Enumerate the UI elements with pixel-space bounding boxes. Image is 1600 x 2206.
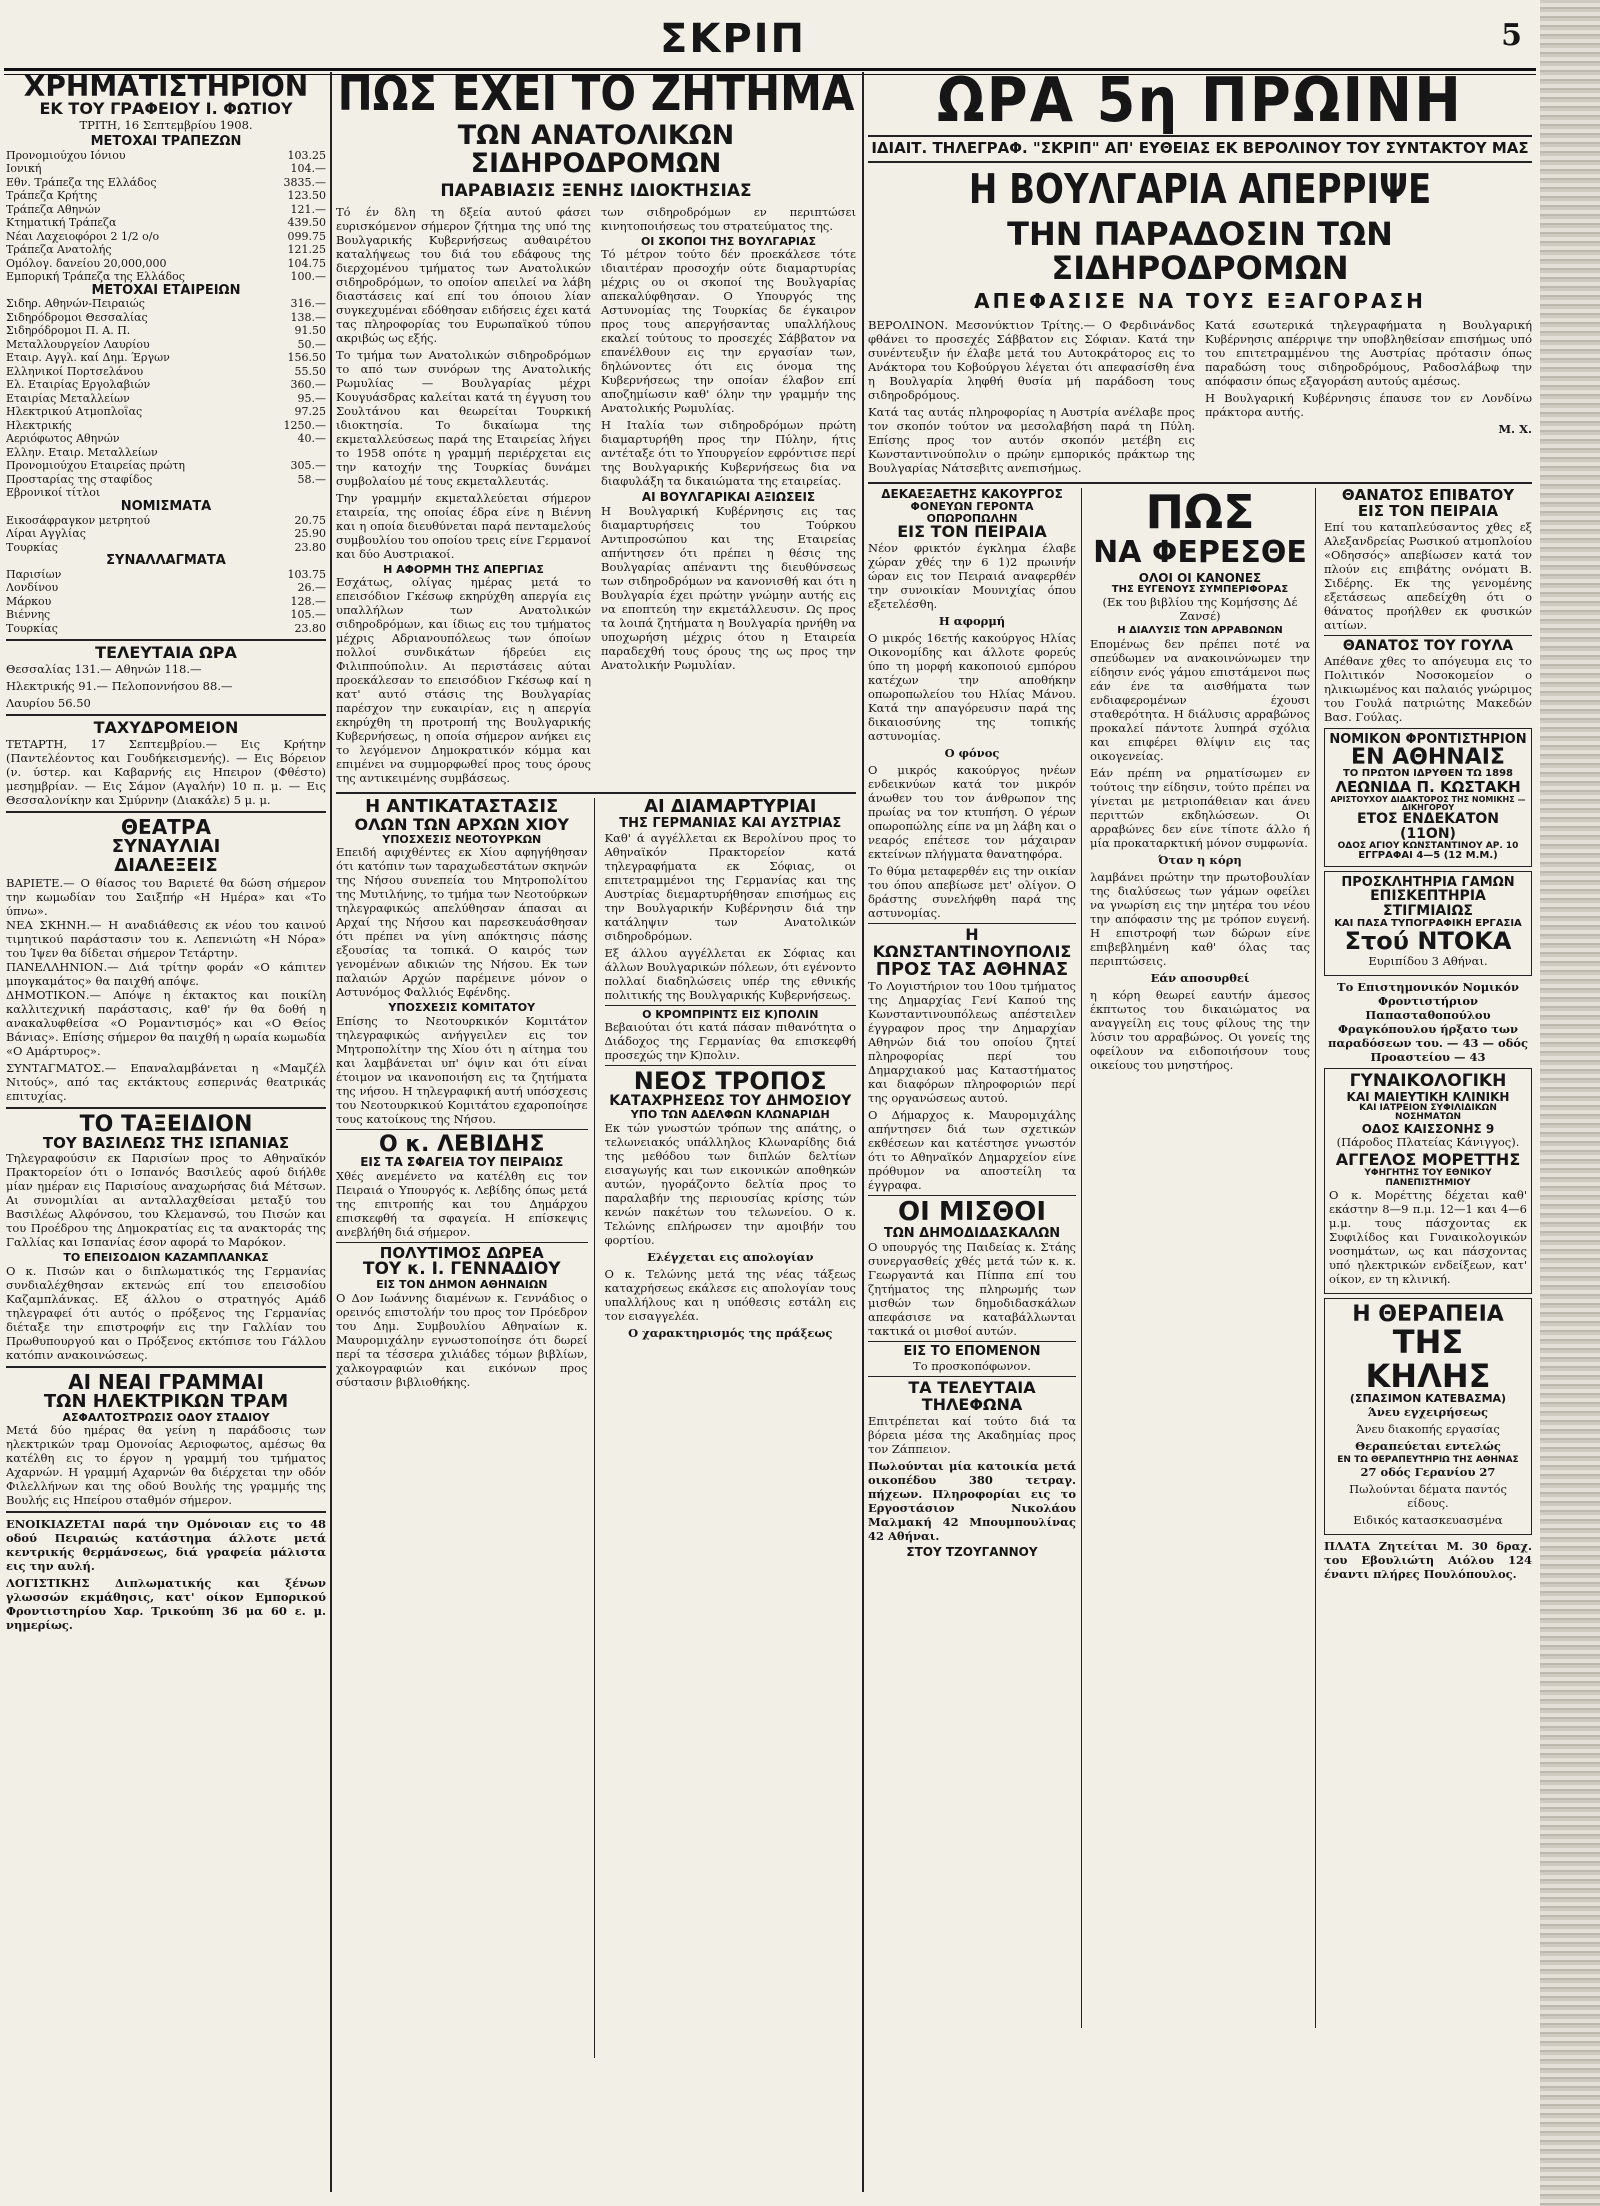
text-line: ΤΟ ΠΡΩΤΟΝ ΙΔΡΥΘΕΝ ΤΩ 1898 — [1342, 768, 1514, 780]
text-line: Τουρκίας — [6, 621, 58, 635]
text-line: 103.25 — [287, 148, 326, 162]
right-subcol-ads — [1324, 488, 1532, 2028]
text-line: Προσταρίας της σταφίδος — [6, 472, 153, 486]
text-line: Ελληνικοί Πορτσελάνου — [6, 364, 144, 378]
table-row — [6, 176, 326, 190]
table-row — [6, 541, 326, 555]
crime-sub4: Ο φόνος — [944, 745, 1000, 760]
article-paragraph: Επομένως δεν πρέπει ποτέ να σπεύδωμεν να ανακοινώνωμεν την είδησιν ενός γάμου επιστάμενοι πως εάν ένε τα αισθήματα των ενδιαφερομένων έχουσι σταθερότητα. Η διάλυσις αρραβώνος προκαλεί πάντοτε λυπηρά σχόλια και επιφέρει θλίψιν εις τας οικογενείας. — [1090, 636, 1310, 763]
last-hour-line: Ηλεκτρικής 91.— Πελοποννήσου 88.— — [6, 679, 233, 694]
new-way-sub3: Ελέγχεται εις απολογίαν — [647, 1249, 814, 1264]
school-ad — [1324, 728, 1532, 867]
lectures-title: ΔΙΑΛΕΞΕΙΣ — [114, 854, 218, 876]
post-title: ΤΑΧΥΔΡΟΜΕΙΟΝ — [93, 718, 239, 738]
column-right — [868, 72, 1532, 2192]
text-line: Παρισίων — [6, 567, 62, 581]
headline-railways: ΤΩΝ ΑΝΑΤΟΛΙΚΩΝ ΣΙΔΗΡΟΔΡΟΜΩΝ — [457, 120, 735, 180]
ad-heading: ΘΑΝΑΤΟΣ ΤΟΥ ΓΟΥΛΑ — [1342, 637, 1514, 654]
committee-title: ΥΠΟΣΧΕΣΙΣ ΚΟΜΙΤΑΤΟΥ — [388, 1001, 536, 1015]
ad-heading: ΘΑΝΑΤΟΣ ΕΠΙΒΑΤΟΥ — [1341, 488, 1515, 505]
text-line: 360.— — [290, 378, 326, 392]
new-way-title: ΝΕΟΣ ΤΡΟΠΟΣ — [633, 1067, 827, 1096]
article-paragraph: λαμβάνει πρώτην την πρωτοβουλίαν της διαλύσεως των γάμων οφείλει να γνωρίση εις την μητέρα του νέου την απόφασιν της με τρόπον ευγενή. Η επιστροφή των δώρων είνε επιβεβλημένη καθ' όλας τας περιπτώσεις. — [1090, 869, 1310, 968]
levidis-title: Ο κ. ΛΕΒΙΔΗΣ — [379, 1131, 545, 1157]
table-row — [6, 595, 326, 609]
text-line: Λίραι Αγγλίας — [6, 527, 86, 541]
phones-ad: Πωλούνται μία κατοικία μετά οικοπέδου 380 τετραγ. πήχεων. Πληροφορίαι εις το Εργοστάσιον Νικολάου Μαλμακή 42 Μπουμπουλίνας 42 Αθήναι. — [868, 1458, 1076, 1543]
table-row — [6, 149, 326, 163]
headline-handover: ΤΗΝ ΠΑΡΑΔΟΣΙΝ ΤΩΝ ΣΙΔΗΡΟΔΡΟΜΩΝ — [1007, 215, 1393, 287]
new-way-sub4: Ο χαρακτηρισμός της πράξεως — [628, 1325, 833, 1340]
text-line: 23.80 — [294, 540, 326, 554]
post-text: ΤΕΤΑΡΤΗ, 17 Σεπτεμβρίου.— Εις Κρήτην (Παντελέοντος και Γουδήκεισμενής). — Εις Βόρειον (ν. ύστερ. και Καβαρνής εις Ηπειρον (Φθέστο) μεσημβρίαν. — Εις Σάμον (Αγαλήν) 10 π. μ. — Εις Θεσσαλονίκην και Σμύρνην (Διακάλε) 5 μ. μ. — [6, 736, 326, 807]
kazamp-text: Ο κ. Πισών και ο διπλωματικός της Γερμανίας συνδιαλέχθησαν εκτενώς επί του επεισοδίου Καζαμπλάνκας. Εξ άλλου ο στρατηγός Αμάδ τηλεγραφεί ότι αυτός ο πρόξενος της Γερμανίας διέταξε την επιστροφήν εις την Γαλλίαν του Πρωθυπουργού και ο Πρόξενος εκτόπισε του Γάλλου κατόπιν ανακοινώσεως. — [6, 1264, 326, 1363]
text-line: ΕΓΓΡΑΦΑΙ 4—5 (12 Μ.Μ.) — [1358, 850, 1498, 862]
article-paragraph: Καθ' ά αγγέλλεται εκ Βερολίνου προς το Αθηναϊκόν Πρακτορείον κατά τηλεγραφήματα εκ Σόφιας, οι επιτετραμμένοι της Γερμανίας και της Αυστρίας διεμαρτυρήθησαν επισήμως εις την Βουλγαρικήν Κυβέρνησιν διά την κατάληψιν των Ανατολικών σιδηροδρόμων. — [604, 830, 856, 943]
middle-lower — [336, 798, 856, 2058]
theatres-title: ΘΕΑΤΡΑ — [121, 814, 211, 839]
banks-title: ΜΕΤΟΧΑΙ ΤΡΑΠΕΖΩΝ — [90, 134, 242, 150]
ad-rent: ΕΝΟΙΚΙΑΖΕΤΑΙ παρά την Ομόνοιαν εις το 48 οδού Πειραιώς κατάστημα άλλοτε μετά κεντρικής θερμάνσεως, διά γραφεία μάλιστα εις την αυλή. — [6, 1517, 326, 1574]
ad-logistics: ΛΟΓΙΣΤΙΚΗΣ Διπλωματικής και ξένων γλωσσών εκμάθησις, κατ' οίκον Εμπορικού Φροντιστηρίου Χαρ. Τρικούπη 36 μα 60 ε. μ. νημερίως. — [6, 1576, 326, 1633]
synagmatos-text: ΣΥΝΤΑΓΜΑΤΟΣ.— Επαναλαμβάνεται η «Μαμζέλ Νιτούς», από τας εκτάκτους εσπερινάς θεατρικάς επιτυχίας. — [6, 1060, 326, 1103]
text-line: 103.75 — [287, 567, 326, 581]
how-sub2: ΤΗΣ ΕΥΓΕΝΟΥΣ ΣΥΜΠΕΡΙΦΟΡΑΣ — [1111, 583, 1289, 595]
table-row — [6, 230, 326, 244]
const-title: Η ΚΩΝΣΤΑΝΤΙΝΟΥΠΟΛΙΣ — [872, 924, 1072, 961]
table-row — [6, 392, 326, 406]
table-row — [6, 324, 326, 338]
how-title: ΠΩΣ — [1145, 488, 1255, 540]
text-line: Τουρκίας — [6, 540, 58, 554]
demands-title: ΑΙ ΒΟΥΛΓΑΡΙΚΑΙ ΑΞΙΩΣΕΙΣ — [641, 490, 816, 505]
text-line: 55.50 — [294, 364, 326, 378]
article-paragraph: Επίσης το Νεοτουρκικόν Κομιτάτον τηλεγραφικώς ανήγγειλεν εις τον Μητροπολίτην της Χίου ότι η αίτημα του και λαμβάνεται υπ' όψιν και ότι είναι έτοιμον να ικανοποιήση εις τα ζητήματα της νήσου. Η τηλεγραφική αυτή υπόσχεσις του Νεοτουρκικού Κομιτάτου εχαροποίησε τους κατοίκους της Νήσου. — [336, 1013, 588, 1126]
right-lower — [868, 488, 1532, 2028]
phones-title: ΤΑ ΤΕΛΕΥΤΑΙΑ ΤΗΛΕΦΩΝΑ — [908, 1377, 1036, 1414]
subst-title: Η ΑΝΤΙΚΑΤΑΣΤΑΣΙΣ — [365, 796, 559, 818]
lead-signature: Μ. Χ. — [1498, 422, 1532, 437]
trip-subtitle: ΤΟΥ ΒΑΣΙΛΕΩΣ ΤΗΣ ΙΣΠΑΝΙΑΣ — [42, 1133, 290, 1152]
article-paragraph: Απέθανε χθες το απόγευμα εις το Πολιτικόν Νοσοκομείον ο ηλικιωμένος και παλαιός γνώριμος του Γουλά πατριώτης Μακεδών Βασ. Γούλας. — [1324, 653, 1532, 724]
wedding-ad — [1324, 871, 1532, 977]
text-line: 100.— — [290, 270, 326, 284]
article-paragraph: Χθές ανεμένετο να κατέλθη εις τον Πειραιά ο Υπουργός κ. Λεβίδης όπως μετά της επιτροπής και του Δημάρχου επισκεφθή τα σφαγεία. Η επίσκεψις ανεβλήθη διά σήμερον. — [336, 1168, 588, 1239]
text-line: Εμπορική Τράπεζα της Ελλάδος — [6, 270, 185, 284]
table-row — [6, 419, 326, 433]
article-paragraph: Τό μέτρον τούτο δέν προεκάλεσε τότε ιδιαιτέραν προσοχήν ούτε διαμαρτυρίας μέχρις ου οι σκοποί της Βουλγαρίας απεκαλύφθησαν. Ο Υπουργός της Αστυνομίας της Τουρκίας δε έγκαιρον προς τους απεργήσαντας υπαλλήλους εκαλεί τούτους το προσεχές Σάββατον να επανέλθουν εις την εργασίαν των, δηλώνοντες ότι εις όνομα της Κυβερνήσεως την οποίαν έλαβον επί αποζημίωσιν καθ' όλην την γραμμήν της Ανατολικής Ρωμυλίας. — [601, 247, 856, 416]
text-line: 50.— — [297, 337, 326, 351]
text-line: Στού ΝΤΟΚΑ — [1344, 927, 1512, 956]
table-row — [6, 568, 326, 582]
article-paragraph: Την γραμμήν εκμεταλλεύεται σήμερον εταιρεία, της οποίας έδρα είνε η Βιέννη και η οποία διευθύνεται παρά πενταμελούς συμβουλίου του οποίου τρεις είνε Γερμανοί και δύο Αυστριακοί. — [336, 490, 591, 561]
table-row — [6, 162, 326, 176]
table-row — [6, 189, 326, 203]
prince-title: Ο ΚΡΟΜΠΡΙΝΤΣ ΕΙΣ Κ)ΠΟΛΙΝ — [642, 1007, 819, 1021]
fx-title: ΣΥΝΑΛΛΑΓΜΑΤΑ — [106, 553, 226, 569]
gyn-ad — [1324, 1068, 1532, 1294]
table-row — [6, 459, 326, 473]
text-line: Ο κ. Μορέττης δέχεται καθ' εκάστην 8—9 π.μ. 12—1 και 4—6 μ.μ. τους πάσχοντας εκ Συφιλίδος και Γυναικολογικών νοσημάτων, ως και πάσχοντας υπό ηλεκτρικών ενδείξεων, κατ' οίκον, εν τη κλινική. — [1329, 1187, 1527, 1286]
text-line: Ειδικός κατασκευασμένα — [1353, 1513, 1503, 1528]
text-line: Αεριόφωτος Αθηνών — [6, 432, 120, 446]
text-line: 104.— — [290, 162, 326, 176]
companies-list — [6, 297, 326, 500]
trip-title: ΤΟ ΤΑΞΕΙΔΙΟΝ — [79, 1111, 253, 1137]
bottom-ad: ΠΛΑΤΑ Ζητείται Μ. 30 δραχ. του Εβουλιώτη Αιόλου 124 έναντι πλήρες Πουλόπουλος. — [1324, 1539, 1532, 1582]
headline-telegraph: ΙΔΙΑΙΤ. ΤΗΛΕΓΡΑΦ. "ΣΚΡΙΠ" ΑΠ' ΕΥΘΕΙΑΣ ΕΚ ΒΕΡΟΛΙΝΟΥ ΤΟΥ ΣΥΝΤΑΚΤΟΥ ΜΑΣ — [871, 138, 1529, 157]
next-text: Το προσκοπόφωνον. — [913, 1358, 1031, 1373]
table-row — [6, 270, 326, 284]
article-paragraph: Η Βουλγαρική Κυβέρνησις έπαυσε τον εν Λονδίνω πράκτορα αυτής. — [1205, 391, 1532, 420]
table-row — [6, 378, 326, 392]
concerts-title: ΣΥΝΑΥΛΙΑΙ — [111, 835, 221, 857]
table-row — [6, 486, 326, 500]
text-line: Εταιρίας Μεταλλείων — [6, 391, 130, 405]
article-paragraph: Εκ τών γνωστών τρόπων της απάτης, ο τελωνειακός υπάλληλος Κλωναρίδης διά της μεθόδου των διπλών δελτίων εισαγωγής και των εικονικών αποθηκών αυτών, ηγοράζοντο δελτία προς το παραλαβήν της περιουσίας κρίσης τών κενών πακέτων του τελωνείου. Ο κ. Τελώνης επλήρωσεν την αμοιβήν του φορτίου. — [604, 1120, 856, 1247]
coins-title: ΝΟΜΙΣΜΑΤΑ — [120, 498, 212, 514]
article-paragraph: Εξ άλλου αγγέλλεται εκ Σόφιας και άλλων Βουλγαρικών πόλεων, ότι εγένοντο πολλαί διαδηλώσεις υπέρ της εθνικής πολιτικής της Βουλγαρικής Κυβερνήσεως. — [604, 945, 856, 1002]
text-line: ΕΠΙΣΚΕΠΤΗΡΙΑ ΣΤΙΓΜΙΑΙΩΣ — [1370, 888, 1486, 920]
cause-title: Η ΑΦΟΡΜΗ ΤΗΣ ΑΠΕΡΓΙΑΣ — [383, 562, 544, 576]
article-paragraph: Νέον φρικτόν έγκλημα έλαβε χώραν χθές την 6 1)2 πρωινήν ώραν εις τον Πειραιά αναφερθέν την συνοικίαν Μουνιχίας όπου εξετελέσθη. — [868, 540, 1076, 611]
text-line: Ιονική — [6, 162, 42, 176]
lead-article — [868, 318, 1532, 478]
article-paragraph: Ο Δήμαρχος κ. Μαυρομιχάλης απήντησεν διά των σχετικών εκθέσεων και κατέστησε γνωστόν ότι το Αθηναϊκόν Δημαρχείον είνε πρόθυμον να αποστείλη τα έγγραφα. — [868, 1108, 1076, 1193]
article-paragraph: Ο Δον Ιωάννης διαμένων κ. Γεννάδιος ο ορεινός επιστολήν του προς τον Πρόεδρον του Δημ. Συμβουλίου Αθηναίων κ. Μαυρομιχάλην εγνωστοποίησε ότι δωρεί περί τα τέσσερα χιλιάδες τόμων βιβλίων, χαλκογραφιών και εικόνων προς σύστασιν βιβλιοθήκης. — [336, 1290, 588, 1389]
page-number: 5 — [1501, 18, 1522, 53]
how-note: (Εκ του βιβλίου της Κομήσσης Δέ Ζανσέ) — [1102, 595, 1298, 624]
text-line: ΕΝ ΑΘΗΝΑΙΣ — [1351, 745, 1505, 771]
table-row — [6, 311, 326, 325]
new-way-subtitle: ΚΑΤΑΧΡΗΣΕΩΣ ΤΟΥ ΔΗΜΟΣΙΟΥ — [609, 1093, 852, 1110]
how-sub3: Η ΔΙΑΛΥΣΙΣ ΤΩΝ ΑΡΡΑΒΩΝΩΝ — [1117, 625, 1283, 637]
ad-heading: ΕΙΣ ΤΟΝ ΠΕΙΡΑΙΑ — [1357, 502, 1499, 521]
text-line: 128.— — [290, 594, 326, 608]
table-row — [6, 514, 326, 528]
text-line: 20.75 — [294, 513, 326, 527]
exchange-title: ΧΡΗΜΑΤΙΣΤΗΡΙΟΝ — [23, 72, 309, 103]
text-line: ΚΑΙ ΠΑΣΑ ΤΥΠΟΓΡΑΦΙΚΗ ΕΡΓΑΣΙΑ — [1334, 917, 1522, 929]
how-sub5: Εάν αποσυρθεί — [1150, 970, 1250, 985]
article-paragraph: Η Ιταλία των σιδηροδρόμων πρώτη διαμαρτυρήθη προς την Πύλην, ήτις αντέταξε ότι το Υπουργείον εφρόντισε περί της Βουλγαρικής Κυβερνήσεως δια να διαφυλάξη τα δικαιώματα της εταιρείας. — [601, 418, 856, 489]
table-row — [6, 622, 326, 636]
article-paragraph: Εσχάτως, ολίγας ημέρας μετά το επεισόδιον Γκέσωφ εκηρύχθη απεργία εις υπαλλήλων των Ανατολικών σιδηροδρόμων, και ίδιως εις του τμήματος μέχρις Αδριανουπόλεως των όποίων πολλοί συνδικάτων ήδρεύει εις Φιλιππούπολιν. Αι περιστάσεις αύται προεκάλεσαν το επεισόδιον Γκέσωφ καί η κατ' αυτό στάσις της Βουλγαρίας παρέσχον την ευκαιρίαν, εις η απεργία εκηρύχθη τη προτροπή της Βουλγαρικής Κυβερνήσεως, η οποία σήμερον ανήκει εις το λεγόμενον Δημοκρατικόν κόμμα και επιμένει να συμμορφωθεί προς τους όρους της αντικειμένης συμβάσεως. — [336, 575, 591, 786]
headline-question: ΠΩΣ ΕΧΕΙ ΤΟ ΖΗΤΗΜΑ — [337, 72, 855, 122]
table-row — [6, 297, 326, 311]
article-paragraph: Ο υπουργός της Παιδείας κ. Στάης συνεργασθείς χθές μετά τών κ. κ. Γεωργαντά και Πίππα επί του ζητήματος της πληρωμής των μισθών των δημοδιδασκάλων απεφάσισε να καταβάλλωνται τακτικά οι μισθοί αυτών. — [868, 1240, 1076, 1339]
headline-violation: ΠΑΡΑΒΙΑΣΙΣ ΞΕΝΗΣ ΙΔΙΟΚΤΗΣΙΑΣ — [440, 180, 752, 201]
tram-text: Μετά δύο ημέρας θα γείνη η παράδοσις των ηλεκτρικών τραμ Ομονοίας Αεριοφωτος, αμέσως θα κατέλθη εις το έργον η γραμμή του τμήματος Αχαρνών. Η γραμμή Αχαρνών θα διέρχεται την οδόν Φιλελλήνων και της οδού Βουλής της γραμμής της Βουλής εις Ηπείρου σταθμόν σήμερον. — [6, 1423, 326, 1508]
text-line: 316.— — [290, 297, 326, 311]
text-line: Εβρονικοί τίτλοι — [6, 486, 101, 500]
table-row — [6, 608, 326, 622]
table-row — [6, 203, 326, 217]
railways-article — [336, 205, 856, 789]
text-line: Άνευ εγχειρήσεως — [1367, 1404, 1488, 1419]
gift-sub2: ΕΙΣ ΤΟΝ ΔΗΜΟΝ ΑΘΗΝΑΙΩΝ — [376, 1278, 548, 1292]
last-hour-title: ΤΕΛΕΥΤΑΙΑ ΩΡΑ — [95, 643, 237, 663]
text-line: Προνομιούχου Εταιρείας πρώτη — [6, 459, 185, 473]
scan-edge — [1540, 0, 1600, 2206]
headline-time: ΩΡΑ 5η ΠΡΩΙΝΗ — [937, 72, 1463, 137]
article-paragraph: Κατά τας αυτάς πληροφορίας η Αυστρία ανέλαβε προς τον σκοπόν τούτον να μεσολαβήση παρά τη Πύλη. Επίσης προς τον αυτόν σκοπόν μετέβη εις Κωνσταντινούπολιν ο πρώην εμπορικός πράκτωρ της Βουλγαρίας Νάτσεβιτς ανεπισήμως. — [868, 405, 1195, 476]
headline-buyout: ΑΠΕΦΑΣΙΣΕ ΝΑ ΤΟΥΣ ΕΞΑΓΟΡΑΣΗ — [974, 289, 1426, 314]
text-line: Μάρκου — [6, 594, 52, 608]
exchange-office: ΕΚ ΤΟΥ ΓΡΑΦΕΙΟΥ Ι. ΦΩΤΙΟΥ — [39, 99, 293, 119]
text-line: 58.— — [297, 472, 326, 486]
article-paragraph: Ο κ. Τελώνης μετά της νέας τάξεως καταχρήσεως εκάλεσε εις απολογίαν τους υπαλλήλους και η υπόθεσις εστάλη εις τον εισαγγελέα. — [604, 1266, 856, 1323]
article-paragraph: Επιτρέπεται καί τούτο διά τα βόρεια μέσα της Ακαδημίας προς τον Ζάππειον. — [868, 1413, 1076, 1456]
text-line: 138.— — [290, 310, 326, 324]
text-line: 123.50 — [287, 189, 326, 203]
column-rule-2 — [862, 72, 864, 2192]
article-paragraph: Βεβαιούται ότι κατά πάσαν πιθανότητα ο Διάδοχος της Γερμανίας θα επισκεφθή προσεχώς την Κ)πολιν. — [604, 1020, 856, 1063]
text-line: 156.50 — [287, 351, 326, 365]
salaries-title: ΟΙ ΜΙΣΘΟΙ — [897, 1197, 1046, 1228]
diam-subtitle: ΤΗΣ ΓΕΡΜΑΝΙΑΣ ΚΑΙ ΑΥΣΤΡΙΑΣ — [619, 816, 842, 832]
text-line: ΟΔΟΣ ΑΓΙΟΥ ΚΩΝΣΤΑΝΤΙΝΟΥ ΑΡ. 10 — [1337, 840, 1519, 851]
tram-sub2: ΑΣΦΑΛΤΟΣΤΡΩΣΙΣ ΟΔΟΥ ΣΤΑΔΙΟΥ — [62, 1410, 270, 1424]
cure-ad — [1324, 1298, 1532, 1535]
table-row — [6, 581, 326, 595]
gift-title: ΠΟΛΥΤΙΜΟΣ ΔΩΡΕΑ — [379, 1243, 544, 1262]
table-row — [6, 216, 326, 230]
text-line: 27 οδός Γερανίου 27 — [1360, 1465, 1496, 1480]
right-subcol-a — [868, 488, 1082, 2028]
article-paragraph: Επειδή αφιχθέντες εκ Χίου αφηγήθησαν ότι κατόπιν των ταραχωδεστάτων σκηνών της Νήσου συνεπεία του Μητροπολίτου της Μυτιλήνης, το τμήμα των Νεοτούρκων τηλεγραφικώς απελύθησαν άπασαι αι Αρχαί της Νήσου και παρεσκευάσθησαν ότι πρέπει να γίνη απόκτησις πάσης εξουσίας τα τοπικά. Ο καιρός των γενομένων αδικιών της Νήσου. Εκ των παλαιών Αρχών παρέμεινε μόνον ο Αστυνόμος Φαλλιός Εφένδης. — [336, 845, 588, 1000]
crime-sub2: ΕΙΣ ΤΟΝ ΠΕΙΡΑΙΑ — [897, 522, 1047, 542]
article-paragraph: ΒΕΡΟΛΙΝΟΝ. Μεσονύκτιον Τρίτης.— Ο Φερδινάνδος φθάνει το προσεχές Σάββατον εις Σόφιαν. Κατά την συνέντευξιν ήν έλαβε μετά του Αυτοκράτορος εις το Ανάκτορα του Κοβούργου λέγεται ότι απεφασίσθη ένα η Βουλγαρία ληφθή θυσία μή παράδοση τους σιδηροδρόμους. — [868, 318, 1195, 403]
text-line: 91.50 — [294, 324, 326, 338]
text-line: 97.25 — [294, 405, 326, 419]
how-subtitle: ΟΛΟΙ ΟΙ ΚΑΝΟΝΕΣ — [1138, 571, 1262, 586]
masthead — [0, 8, 1540, 66]
trip-text: Τηλεγραφούσιν εκ Παρισίων προς το Αθηναϊκόν Πρακτορείον ότι ο Ισπανός Βασιλεύς αφού διήλθε μίαν ημέραν εις Παρισίους αναχωρήσας διά Μέτσων. Αι συνομιλίαι αι ανταλλαχθείσαι μεταξύ του Βασιλέως Αλφόνσου, του Κλεμανσώ, του Πισών και του Προέδρου της Δημοκρατίας εις τα ανακτοράς της Γαλλίας και Ισπανίας έσον αφορά το Μαρόκον. — [6, 1151, 326, 1250]
table-row — [6, 243, 326, 257]
text-line: 95.— — [297, 391, 326, 405]
article-paragraph: των σιδηροδρόμων εν περιπτώσει κινητοποιήσεως του στρατεύματος της. — [601, 204, 856, 233]
table-row — [6, 446, 326, 460]
const-subtitle: ΠΡΟΣ ΤΑΣ ΑΘΗΝΑΣ — [875, 958, 1069, 980]
how-title2: ΝΑ ΦΕΡΕΣΘΕ — [1093, 534, 1307, 570]
text-line: Σιδηρ. Αθηνών-Πειραιώς — [6, 297, 145, 311]
exchange-date: ΤΡΙΤΗ, 16 Σεπτεμβρίου 1908. — [79, 118, 253, 133]
text-line: 3835.— — [283, 175, 326, 189]
text-line: Τράπεζα Αθηνών — [6, 202, 101, 216]
crime-sub3: Η αφορμή — [938, 613, 1006, 628]
table-row — [6, 365, 326, 379]
table-row — [6, 257, 326, 271]
text-line: 104.75 — [287, 256, 326, 270]
companies-title: ΜΕΤΟΧΑΙ ΕΤΑΙΡΕΙΩΝ — [91, 282, 241, 298]
text-line: 099.75 — [287, 229, 326, 243]
text-line: ΕΝ ΤΩ ΘΕΡΑΠΕΥΤΗΡΙΩ ΤΗΣ ΑΘΗΝΑΣ — [1337, 1454, 1519, 1465]
text-line: ΓΥΝΑΙΚΟΛΟΓΙΚΗ — [1349, 1071, 1507, 1092]
text-line: Η ΘΕΡΑΠΕΙΑ — [1352, 1301, 1504, 1327]
promises-title: ΥΠΟΣΧΕΣΙΣ ΝΕΟΤΟΥΡΚΩΝ — [382, 832, 542, 846]
text-line: ΑΡΙΣΤΟΥΧΟΥ ΔΙΔΑΚΤΟΡΟΣ ΤΗΣ ΝΟΜΙΚΗΣ — ΔΙΚΗΓΟΡΟΥ — [1330, 794, 1526, 812]
article-paragraph: Το Λογιστήριον του 10ου τμήματος της Δημαρχίας Γενί Καπού της Κωνσταντινουπόλεως απέστειλεν έγγραφον προς την Δημαρχίαν Αθηνών διά του οποίου ζητεί πληροφορίας περί του Δημαρχιακού μας Καταστήματος και διαφόρων πληροφοριών περί της οργανώσεως αυτού. — [868, 979, 1076, 1106]
phones-foot: ΣΤΟΥ ΤΖΟΥΓΑΝΝΟΥ — [906, 1544, 1038, 1559]
article-paragraph: Το θύμα μεταφερθέν εις την οικίαν του όπου απεβίωσε μετ' ολίγον. Ο δράστης συνελήφθη παρά της αστυνομίας. — [868, 863, 1076, 920]
text-line: ΕΤΟΣ ΕΝΔΕΚΑΤΟΝ (11ΟΝ) — [1357, 811, 1499, 843]
text-line: Εταιρ. Αγγλ. καί Δημ. Έργων — [6, 351, 170, 365]
text-line: Τράπεζα Ανατολής — [6, 243, 112, 257]
text-line: 121.— — [290, 202, 326, 216]
crime-title: ΔΕΚΑΕΞΑΕΤΗΣ ΚΑΚΟΥΡΓΟΣ — [881, 488, 1063, 502]
text-line: 439.50 — [287, 216, 326, 230]
next-title: ΕΙΣ ΤΟ ΕΠΟΜΕΝΟΝ — [903, 1344, 1041, 1360]
text-line: ΛΕΩΝΙΔΑ Π. ΚΩΣΤΑΚΗ — [1335, 777, 1521, 796]
article-paragraph: Ο μικρός κακούργος ηνέων ενδεικνύων κατά τον μικρόν άνωθεν του τον άνθρωπον της πρωίας να τον κτυπήση. Ο γέρων οπωροπώλης είπε να μη λάβη και ο νεαρός επέτεσε τον μάχαιραν εκτείνων πλήγματα θανατηφόρα. — [868, 762, 1076, 861]
banks-list — [6, 149, 326, 284]
last-hour-line: Θεσσαλίας 131.— Αθηνών 118.— — [6, 662, 202, 677]
tram-subtitle: ΤΩΝ ΗΛΕΚΤΡΙΚΩΝ ΤΡΑΜ — [43, 1391, 289, 1413]
crime-subtitle: ΦΟΝΕΥΩΝ ΓΕΡΟΝΤΑ ΟΠΩΡΟΠΩΛΗΝ — [910, 500, 1034, 525]
levidis-subtitle: ΕΙΣ ΤΑ ΣΦΑΓΕΙΑ ΤΟΥ ΠΕΙΡΑΙΩΣ — [360, 1155, 564, 1170]
new-way-sub2: ΥΠΟ ΤΩΝ ΑΔΕΛΦΩΝ ΚΛΩΝΑΡΙΔΗ — [630, 1108, 830, 1122]
column-left — [6, 72, 326, 2192]
table-row — [6, 473, 326, 487]
text-line: Θεραπεύεται εντελώς — [1355, 1438, 1501, 1453]
text-line: Ηλεκτρικής — [6, 418, 72, 432]
text-line: ΠΡΟΣΚΛΗΤΗΡΙΑ ΓΑΜΩΝ — [1341, 874, 1515, 890]
text-line: Τράπεζα Κρήτης — [6, 189, 98, 203]
text-line: Μεταλλουργείον Λαυρίου — [6, 337, 150, 351]
text-line: Βιέννης — [6, 608, 51, 622]
text-line: Ελλην. Εταιρ. Μεταλλείων — [6, 445, 158, 459]
text-line: 305.— — [290, 459, 326, 473]
text-line: Ομόλογ. δανείου 20,000,000 — [6, 256, 167, 270]
text-line: Εθν. Τράπεζα της Ελλάδος — [6, 175, 157, 189]
text-line: 26.— — [297, 581, 326, 595]
text-line: 40.— — [297, 432, 326, 446]
text-line: ΟΔΟΣ ΚΑΙΣΣΟΝΗΣ 9 — [1361, 1121, 1495, 1136]
text-line: Νέαι Λαχειοφόροι 2 1/2 ο/ο — [6, 229, 160, 243]
text-line: 105.— — [290, 608, 326, 622]
masthead-title: ΣΚΡΙΠ — [660, 16, 806, 62]
text-line: Άνευ διακοπής εργασίας — [1356, 1421, 1500, 1436]
aims-title: ΟΙ ΣΚΟΠΟΙ ΤΗΣ ΒΟΥΛΓΑΡΙΑΣ — [640, 234, 817, 248]
text-line: ΥΦΗΓΗΤΗΣ ΤΟΥ ΕΘΝΙΚΟΥ ΠΑΝΕΠΙΣΤΗΜΙΟΥ — [1364, 1168, 1492, 1188]
subst-subtitle: ΟΛΩΝ ΤΩΝ ΑΡΧΩΝ ΧΙΟΥ — [354, 815, 569, 835]
text-line: Εικοσάφραγκον μετρητού — [6, 513, 151, 527]
text-line: Λονδίνου — [6, 581, 59, 595]
table-row — [6, 405, 326, 419]
theatres-text: ΒΑΡΙΕΤΕ.— Ο θίασος του Βαριετέ θα δώση σήμερον την κωμωδίαν του Σαιξπήρ «Η Ημέρα» και «Το ύπνω». ΝΕΑ ΣΚΗΝΗ.— Η αναδιάθεσις εκ νέου του καινού τιμητικού παράστασιν του κ. Λεπενιώτη «Η Νόρα» του Ίψεν θα δίδεται σήμερον Τετάρτην. ΠΑΝΕΛΛΗΝΙΟΝ.— Διά τρίτην φοράν «Ο κάπιτεν μπογκαμάτος» θα παιχθή απόψε. ΔΗΜΟΤΙΚΟΝ.— Απόψε η έκτακτος και ποικίλη καλλιτεχνική παράστασις, καθ' ήν θα δοθή η ανακαλυφθείσα «Ο Ρομαντισμός» και «Ο Θείος Βάνιας». Επίσης σήμερον θα παιχθή η ωραία κωμωδία «Ο Αμάρτυρος». — [6, 875, 326, 1058]
law-ad: Το Επιστημονικόν Νομικόν Φροντιστήριον Παπασταθοπούλου Φραγκόπουλου ήρξατο των παραδόσεων του. — 43 — οδός Προαστείου — 43 — [1328, 980, 1528, 1065]
kazamp-title: ΤΟ ΕΠΕΙΣΟΔΙΟΝ ΚΑΖΑΜΠΛΑΝΚΑΣ — [63, 1251, 269, 1265]
table-row — [6, 432, 326, 446]
gift-subtitle: ΤΟΥ κ. Ι. ΓΕΝΝΑΔΙΟΥ — [362, 1259, 561, 1280]
right-subcol-b — [1090, 488, 1316, 2028]
how-sub4: Όταν η κόρη — [1158, 852, 1242, 867]
text-line: 1250.— — [283, 418, 326, 432]
text-line: Σιδηρόδρομοι Π. Α. Π. — [6, 324, 131, 338]
article-paragraph: Ο μικρός 16ετής κακούργος Ηλίας Οικονομίδης και άλλοτε φορεύς ύπο τη μορφή κακοποιού εμπόρου κατέχων την αποθήκην οπωροπωλείου του Ηλίας Μάνου. Κατά την απαγόρευσιν παρά της δικαιοσύνης της τοπικής αστυνομίας. — [868, 630, 1076, 743]
table-row — [6, 338, 326, 352]
salaries-subtitle: ΤΩΝ ΔΗΜΟΔΙΔΑΣΚΑΛΩΝ — [883, 1225, 1061, 1241]
text-line: Προνομιούχου Ιόνιου — [6, 148, 126, 162]
table-row — [6, 351, 326, 365]
text-line: Ελ. Εταιρίας Εργολαβιών — [6, 378, 151, 392]
headline-bulgaria: Η ΒΟΥΛΓΑΡΙΑ ΑΠΕΡΡΙΨΕ — [968, 165, 1432, 214]
article-paragraph: Κατά εσωτερικά τηλεγραφήματα η Βουλγαρική Κυβέρνησις απέρριψε την υποβληθείσαν επισήμως υπό του επιτετραμμένου της Αυστρίας πρότασιν όπως παραδώση τους σιδηροδρόμους, Ραδοσλάβωφ την απόφασιν όπως εξαγοράση αυτούς αμέσως. — [1205, 318, 1532, 389]
article-paragraph: Τό έν δλη τη δξεία αυτού φάσει ευρισκόμενον σήμερον ζήτημα της υπό της Βουλγαρικής Κυβερνήσεως αυθαιρέτου καταλήψεως του διά του εδάφους της διερχομένου τμήματος των Ανατολικών σιδηροδρόμων, το οποίον απειλεί να λάβη διαστάσεις καί επί του όποιου λίαν συγκεχυμέναι εδόθησαν ειδήσεις έχει κατά τας πληροφορίας του Ευρωπαϊκού τύπου ακριβώς ως εξής. — [336, 204, 591, 345]
text-line: ΚΑΙ ΜΑΙΕΥΤΙΚΗ ΚΛΙΝΙΚΗ — [1346, 1090, 1510, 1105]
column-rule-1 — [330, 72, 332, 2192]
table-row — [6, 527, 326, 541]
text-line: ΑΓΓΕΛΟΣ ΜΟΡΕΤΤΗΣ — [1335, 1150, 1521, 1170]
text-line: (ΣΠΑΣΙΜΟΝ ΚΑΤΕΒΑΣΜΑ) — [1349, 1392, 1507, 1406]
article-paragraph: Εάν πρέπη να ρηματίσωμεν εν τούτοις την είδησιν, τούτο πρέπει να γίνεται με μετριοπάθειαν και άνευ περιττών εκδηλώσεων. Οι αρραβώνες δεν είνε τίποτε άλλο ή μία προκαταρκτική μόνον συμφωνία. — [1090, 765, 1310, 850]
text-line: Σιδηρόδρομοι Θεσσαλίας — [6, 310, 148, 324]
article-paragraph: Επί του καταπλεύσαντος χθες εξ Αλεξανδρείας Ρωσικού ατμοπλοίου «Οδησσός» απεβίωσεν κατά τον πλούν εις επιβάτης ονόματι Β. Σιδέρης. Εκ της γενομένης εξετάσεως απεδείχθη ότι ο θάνατος προήλθεν εκ φυσικών αιτίων. — [1324, 519, 1532, 632]
text-line: ΝΟΜΙΚΟΝ ΦΡΟΝΤΙΣΤΗΡΙΟΝ — [1329, 731, 1527, 747]
article-paragraph: Το τμήμα των Ανατολικών σιδηροδρόμων το από των συνόρων της Ανατολικής Ρωμυλίας — Βουλγαρίας μέχρι Κουγυάσδρας καλείται κατά τη έγγυση του Σουλτάνου και θεωρείται Τουρκική ιδιοκτησία. Το δικαίωμα της εκμεταλλεύσεως παρά της Εταιρείας λήγει το 1958 οπότε η γραμμή περιέρχεται εις την κατοχήν της Τουρκίας δυνάμει συμβολαίου μέ τους εκμεταλλευτάς. — [336, 347, 591, 488]
tram-title: ΑΙ ΝΕΑΙ ΓΡΑΜΜΑΙ — [68, 1370, 264, 1395]
last-hour-line: Λαυρίου 56.50 — [6, 696, 91, 711]
diam-title: ΑΙ ΔΙΑΜΑΡΤΥΡΙΑΙ — [644, 796, 817, 818]
column-middle — [336, 72, 856, 2192]
text-line: ΚΑΙ ΙΑΤΡΕΙΟΝ ΣΥΦΙΛΙΔΙΚΩΝ ΝΟΣΗΜΑΤΩΝ — [1359, 1102, 1497, 1123]
text-line: Ευριπίδου 3 Αθήναι. — [1368, 954, 1488, 969]
text-line: 25.90 — [294, 527, 326, 541]
text-line: (Πάροδος Πλατείας Κάνιγγος). — [1336, 1135, 1520, 1150]
text-line: 121.25 — [287, 243, 326, 257]
text-line: ΤΗΣ ΚΗΛΗΣ — [1365, 1323, 1491, 1395]
article-paragraph: η κόρη θεωρεί εαυτήν άμεσος έκπτωτος του δικαιώματος να αναγγείλη εις τους φίλους της την λύσιν του αρραβώνος. Οι γονείς της οφείλουν να ειδοποιήσουν τους οικείους του μνηστήρος. — [1090, 987, 1310, 1072]
text-line: Κτηματική Τράπεζα — [6, 216, 117, 230]
article-paragraph: Η Βουλγαρική Κυβέρνησις εις τας διαμαρτυρήσεις του Τούρκου Αντιπροσώπου και της Εταιρείας απήντησεν ότι πρέπει η θέσις της Βουλγαρίας απέναντι της διευθύνσεως των σιδηροδρόμων να κανονισθή και ότι η Βουλγαρία έχει πρώτην γνώμην αυτής εις να εποπτεύη την εκμετάλλευσιν. Ως προς τα λοιπά ζητήματα η Βουλγαρία ηρνήθη να υποχωρήση μέχρις ότου η Εταιρεία παραδεχθή τους όρους της ως προς την Ανατολικήν Ρωμυλίαν. — [601, 503, 856, 672]
text-line: 23.80 — [294, 621, 326, 635]
text-line: Ηλεκτρικού Ατμοπλοΐας — [6, 405, 143, 419]
text-line: Πωλούνται δέματα παντός είδους. — [1349, 1482, 1507, 1511]
